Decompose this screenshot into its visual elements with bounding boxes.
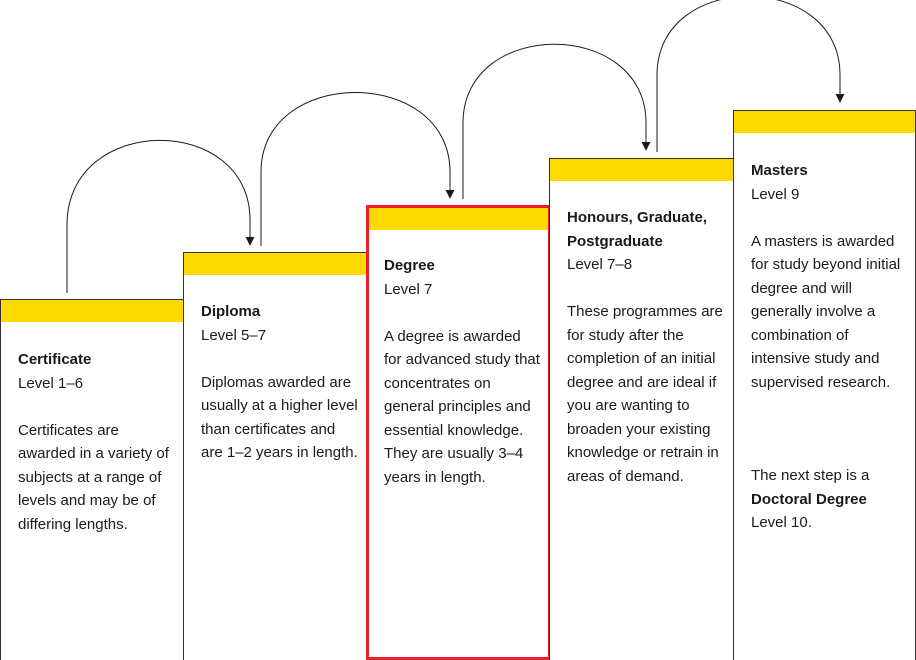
step-accent-bar bbox=[184, 253, 366, 275]
step-title: Certificate bbox=[18, 351, 92, 368]
step-title: Degree bbox=[384, 257, 435, 274]
step-accent-bar bbox=[369, 208, 548, 230]
step-description: A masters is awarded for study beyond initial degree and will generally involve a combination of intensive study and supervised research. bbox=[751, 232, 901, 391]
step-description: Certificates are awarded in a variety of subjects at a range of levels and may be of differing lengths. bbox=[18, 421, 169, 533]
step-masters bbox=[733, 110, 916, 660]
step-description: Diplomas awarded are usually at a higher level than certificates and are 1–2 years in length. bbox=[201, 373, 358, 461]
step-honours-graduate-postgraduate bbox=[549, 158, 734, 660]
next-step-note bbox=[751, 464, 909, 535]
next-step-title: Doctoral Degree bbox=[751, 490, 867, 508]
step-accent-bar bbox=[550, 159, 733, 181]
next-step-intro: The next step is a bbox=[751, 467, 870, 484]
step-accent-bar bbox=[734, 111, 915, 133]
step-accent-bar bbox=[1, 300, 183, 322]
step-level: Level 7–8 bbox=[567, 256, 633, 273]
step-title: Honours, Graduate, Postgraduate bbox=[567, 209, 708, 250]
step-level: Level 5–7 bbox=[201, 326, 267, 344]
step-description: These programmes are for study after the completion of an initial degree and are ideal if you are wanting to broaden your existing knowledge or retrain in areas of demand. bbox=[567, 303, 723, 485]
step-level: Level 9 bbox=[751, 185, 800, 203]
step-certificate bbox=[0, 299, 184, 660]
step-level: Level 7 bbox=[384, 280, 433, 298]
step-title: Diploma bbox=[201, 303, 261, 320]
step-description: A degree is awarded for advanced study that concentrates on general principles and essential knowledge. They are usually 3–4 years in length. bbox=[384, 327, 540, 486]
step-title: Masters bbox=[751, 162, 808, 179]
step-diploma bbox=[183, 252, 367, 660]
step-level: Level 1–6 bbox=[18, 374, 84, 392]
step-degree bbox=[366, 205, 551, 660]
next-step-level: Level 10. bbox=[751, 514, 812, 531]
